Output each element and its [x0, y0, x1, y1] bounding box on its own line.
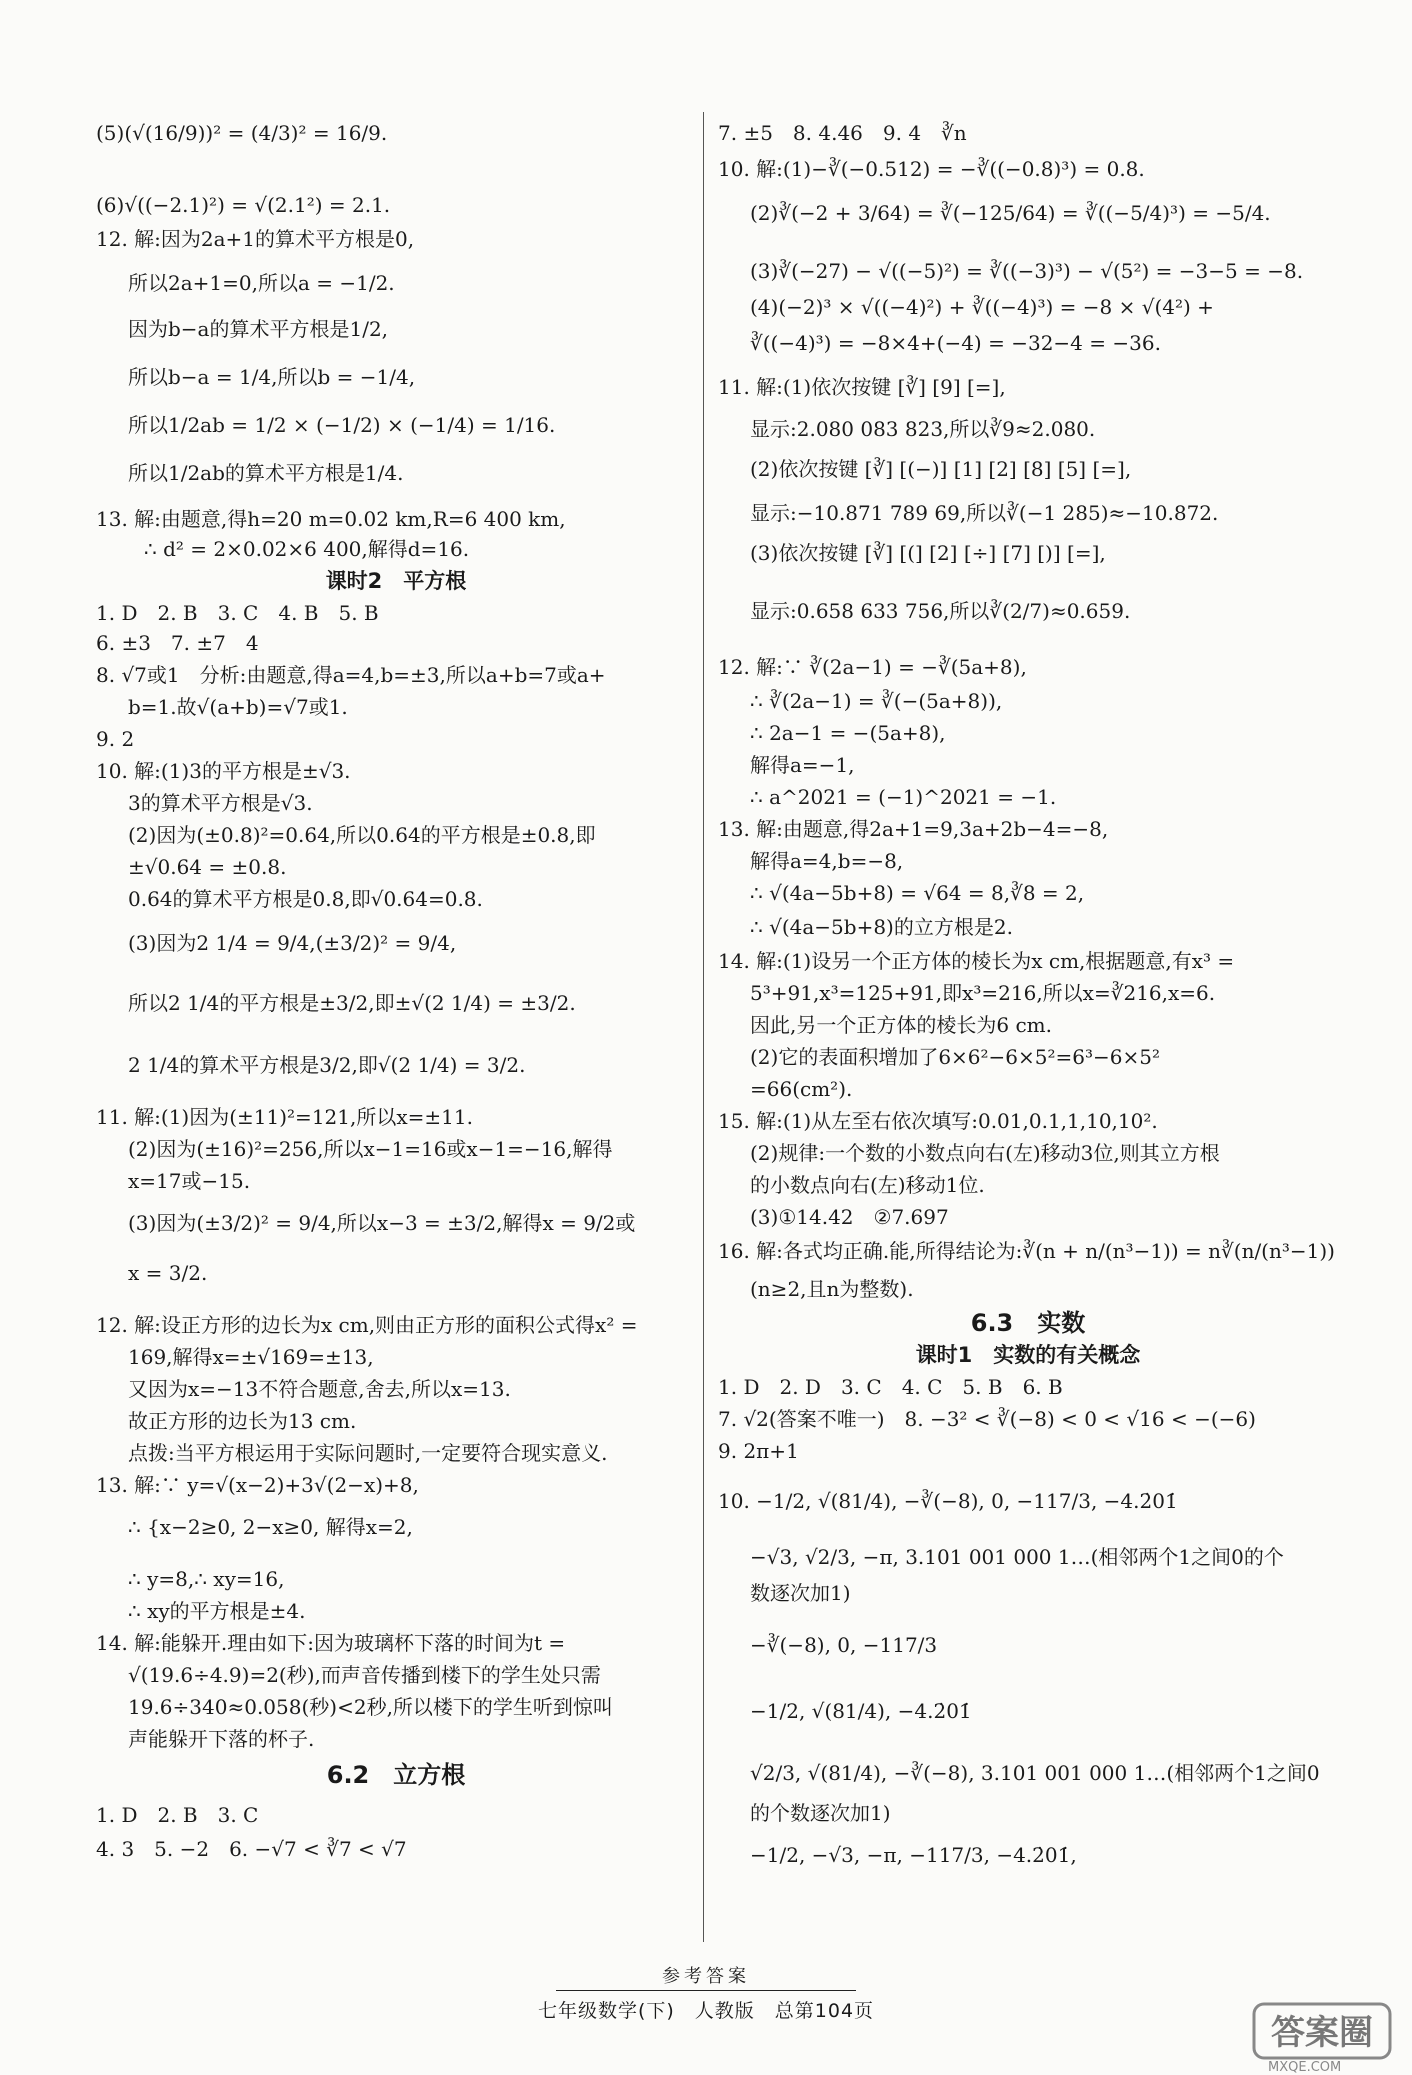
text-line: ∴ ∛(2a−1) = ∛(−(5a+8)),: [750, 689, 1003, 713]
text-line: −1/2, √(81/4), −4.2̇01̇: [750, 1699, 972, 1723]
text-line: 声能躲开下落的杯子.: [128, 1727, 315, 1751]
text-line: (4)(−2)³ × √((−4)²) + ∛((−4)³) = −8 × √(4²) +: [750, 295, 1214, 319]
text-line: (2)依次按键 [∛] [(−)] [1] [2] [8] [5] [=],: [750, 457, 1132, 481]
text-line: 15. 解:(1)从左至右依次填写:0.01,0.1,1,10,10².: [718, 1109, 1158, 1133]
text-line: 19.6÷340≈0.058(秒)<2秒,所以楼下的学生听到惊叫: [128, 1695, 613, 1719]
text-line: 显示:2.080 083 823,所以∛9≈2.080.: [750, 417, 1096, 441]
text-line: (3)因为2 1/4 = 9/4,(±3/2)² = 9/4,: [128, 931, 457, 955]
text-line: √2/3, √(81/4), −∛(−8), 3.101 001 000 1…(相邻两个1之间0: [750, 1761, 1320, 1785]
text-line: b=1.故√(a+b)=√7或1.: [128, 695, 348, 719]
text-line: (2)规律:一个数的小数点向右(左)移动3位,则其立方根: [750, 1141, 1220, 1165]
text-line: 10. 解:(1)3的平方根是±√3.: [96, 759, 351, 783]
text-line: 1. D 2. B 3. C 4. B 5. B: [96, 601, 379, 625]
text-line: (2)∛(−2 + 3/64) = ∛(−125/64) = ∛((−5/4)³) = −5/4.: [750, 201, 1271, 225]
text-line: 1. D 2. B 3. C: [96, 1803, 259, 1827]
text-line: 又因为x=−13不符合题意,舍去,所以x=13.: [128, 1377, 511, 1401]
logo-text: 答案圈: [1271, 2013, 1373, 2053]
text-line: 16. 解:各式均正确.能,所得结论为:∛(n + n/(n³−1)) = n∛(n/(n³−1)): [718, 1239, 1335, 1263]
text-line: 8. √7或1 分析:由题意,得a=4,b=±3,所以a+b=7或a+: [96, 663, 606, 687]
text-line: 13. 解:∵ y=√(x−2)+3√(2−x)+8,: [96, 1473, 419, 1497]
text-line: 显示:−10.871 789 69,所以∛(−1 285)≈−10.872.: [750, 501, 1219, 525]
text-line: ∴ xy的平方根是±4.: [128, 1599, 306, 1623]
text-line: ∛((−4)³) = −8×4+(−4) = −32−4 = −36.: [750, 331, 1161, 355]
footer-rule: [556, 1990, 856, 1991]
text-line: 因为b−a的算术平方根是1/2,: [128, 317, 389, 341]
footer-subtitle: 七年级数学(下) 人教版 总第104页: [537, 2000, 875, 2022]
text-line: 12. 解:设正方形的边长为x cm,则由正方形的面积公式得x² =: [96, 1313, 638, 1337]
text-line: (3)∛(−27) − √((−5)²) = ∛((−3)³) − √(5²) = −3−5 = −8.: [750, 259, 1304, 283]
text-line: 点拨:当平方根运用于实际问题时,一定要符合现实意义.: [128, 1441, 608, 1465]
section-heading: 6.2 立方根: [326, 1761, 466, 1789]
text-line: −1/2, −√3, −π, −117/3, −4.2̇01̇,: [750, 1843, 1077, 1867]
text-line: −∛(−8), 0, −117/3: [750, 1633, 938, 1657]
text-line: 9. 2π+1: [718, 1439, 799, 1463]
site-logo-icon: [1252, 2000, 1392, 2062]
text-line: 7. √2(答案不唯一) 8. −3² < ∛(−8) < 0 < √16 < −(−6): [718, 1407, 1256, 1431]
text-line: (3)依次按键 [∛] [(] [2] [÷] [7] [)] [=],: [750, 541, 1106, 565]
text-line: 13. 解:由题意,得h=20 m=0.02 km,R=6 400 km,: [96, 507, 566, 531]
text-line: ∴ d² = 2×0.02×6 400,解得d=16.: [144, 537, 470, 561]
footer-title: 参考答案: [662, 1966, 750, 1987]
text-line: 6. ±3 7. ±7 4: [96, 631, 259, 655]
text-line: (2)因为(±16)²=256,所以x−1=16或x−1=−16,解得: [128, 1137, 613, 1161]
text-line: 13. 解:由题意,得2a+1=9,3a+2b−4=−8,: [718, 817, 1109, 841]
text-line: 10. −1/2, √(81/4), −∛(−8), 0, −117/3, −4.2̇01̇: [718, 1489, 1178, 1513]
text-line: 解得a=−1,: [750, 753, 855, 777]
text-line: 显示:0.658 633 756,所以∛(2/7)≈0.659.: [750, 599, 1131, 623]
text-line: (2)因为(±0.8)²=0.64,所以0.64的平方根是±0.8,即: [128, 823, 596, 847]
text-line: (6)√((−2.1)²) = √(2.1²) = 2.1.: [96, 193, 391, 217]
text-line: 10. 解:(1)−∛(−0.512) = −∛((−0.8)³) = 0.8.: [718, 157, 1145, 181]
text-line: (3)因为(±3/2)² = 9/4,所以x−3 = ±3/2,解得x = 9/2或: [128, 1211, 636, 1235]
text-line: ∴ y=8,∴ xy=16,: [128, 1567, 285, 1591]
text-line: 11. 解:(1)依次按键 [∛] [9] [=],: [718, 375, 1006, 399]
text-line: 14. 解:能躲开.理由如下:因为玻璃杯下落的时间为t =: [96, 1631, 566, 1655]
text-line: (5)(√(16/9))² = (4/3)² = 16/9.: [96, 121, 388, 145]
text-line: 的个数逐次加1): [750, 1801, 891, 1825]
text-line: 所以b−a = 1/4,所以b = −1/4,: [128, 365, 416, 389]
text-line: ∴ √(4a−5b+8) = √64 = 8,∛8 = 2,: [750, 881, 1085, 905]
text-line: −√3, √2/3, −π, 3.101 001 000 1…(相邻两个1之间0的个: [750, 1545, 1284, 1569]
text-line: (2)它的表面积增加了6×6²−6×5²=6³−6×5²: [750, 1045, 1161, 1069]
text-line: 所以1/2ab = 1/2 × (−1/2) × (−1/4) = 1/16.: [128, 413, 556, 437]
text-line: 12. 解:因为2a+1的算术平方根是0,: [96, 227, 415, 251]
text-line: (n≥2,且n为整数).: [750, 1277, 914, 1301]
text-line: 14. 解:(1)设另一个正方体的棱长为x cm,根据题意,有x³ =: [718, 949, 1235, 973]
text-line: ∴ {x−2≥0, 2−x≥0, 解得x=2,: [128, 1515, 413, 1539]
lesson-heading: 课时1 实数的有关概念: [915, 1343, 1141, 1367]
text-line: ∴ √(4a−5b+8)的立方根是2.: [750, 915, 1013, 939]
watermark: MXQE.COM: [1268, 2060, 1342, 2075]
text-line: 3的算术平方根是√3.: [128, 791, 313, 815]
section-heading: 6.3 实数: [970, 1309, 1086, 1337]
column-divider: [703, 112, 704, 1942]
text-line: 11. 解:(1)因为(±11)²=121,所以x=±11.: [96, 1105, 473, 1129]
text-line: √(19.6÷4.9)=2(秒),而声音传播到楼下的学生处只需: [128, 1663, 601, 1687]
text-line: 7. ±5 8. 4.46 9. 4 ∛n: [718, 121, 967, 145]
text-line: x = 3/2.: [128, 1261, 208, 1285]
text-line: (3)①14.42 ②7.697: [750, 1205, 949, 1229]
text-line: 0.64的算术平方根是0.8,即√0.64=0.8.: [128, 887, 483, 911]
text-line: 所以1/2ab的算术平方根是1/4.: [128, 461, 404, 485]
text-line: 4. 3 5. −2 6. −√7 < ∛7 < √7: [96, 1837, 407, 1861]
text-line: =66(cm²).: [750, 1077, 853, 1101]
lesson-heading: 课时2 平方根: [325, 569, 467, 593]
text-line: 2 1/4的算术平方根是3/2,即√(2 1/4) = 3/2.: [128, 1053, 526, 1077]
text-line: ∴ a^2021 = (−1)^2021 = −1.: [750, 785, 1057, 809]
text-line: 9. 2: [96, 727, 135, 751]
text-line: ±√0.64 = ±0.8.: [128, 855, 287, 879]
text-line: 所以2 1/4的平方根是±3/2,即±√(2 1/4) = ±3/2.: [128, 991, 576, 1015]
text-line: 故正方形的边长为13 cm.: [128, 1409, 357, 1433]
text-line: 169,解得x=±√169=±13,: [128, 1345, 374, 1369]
text-line: 的小数点向右(左)移动1位.: [750, 1173, 985, 1197]
text-line: 数逐次加1): [750, 1581, 851, 1605]
text-line: 5³+91,x³=125+91,即x³=216,所以x=∛216,x=6.: [750, 981, 1216, 1005]
text-line: 所以2a+1=0,所以a = −1/2.: [128, 271, 395, 295]
text-line: 解得a=4,b=−8,: [750, 849, 904, 873]
text-line: 12. 解:∵ ∛(2a−1) = −∛(5a+8),: [718, 655, 1027, 679]
text-line: 1. D 2. D 3. C 4. C 5. B 6. B: [718, 1375, 1063, 1399]
text-line: 因此,另一个正方体的棱长为6 cm.: [750, 1013, 1052, 1037]
text-line: ∴ 2a−1 = −(5a+8),: [750, 721, 946, 745]
text-line: x=17或−15.: [128, 1169, 251, 1193]
